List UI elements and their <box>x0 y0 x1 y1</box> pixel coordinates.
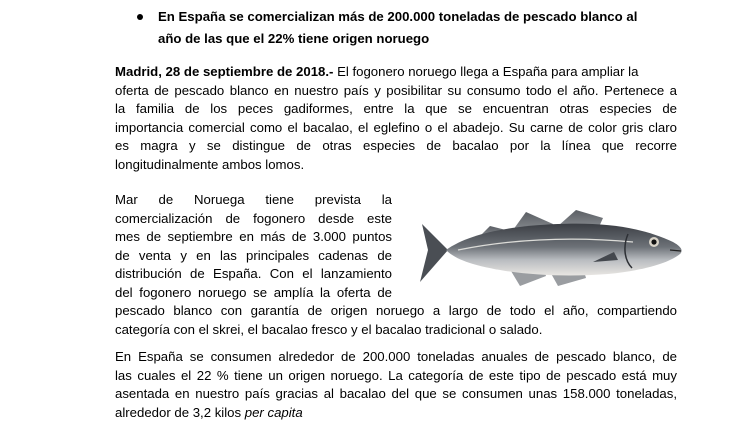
bullet-line-1: En España se comercializan más de 200.000 toneladas de pescado blanco al <box>158 9 638 24</box>
para2-line-2: comercialización de fogonero desde este <box>115 210 392 226</box>
para1-line-1: El fogonero noruego llega a España para ampliar la <box>333 64 639 79</box>
para2-line-4: de venta y en las principales cadenas de <box>115 247 392 263</box>
para2-line-8: categoría con el skrei, el bacalao fresco y el bacalao tradicional o salado. <box>115 321 543 337</box>
para2-line-1: Mar de Noruega tiene prevista la <box>115 192 392 207</box>
para3-line-3: asentada en nuestro país gracias al bacalao del que se consumen unas 158.000 toneladas, <box>115 386 677 401</box>
para3-line-1: En España se consumen alrededor de 200.000 toneladas anuales de pescado blanco, de <box>115 349 677 364</box>
paragraph-launch <box>115 191 392 302</box>
paragraph-intro <box>115 63 677 174</box>
para2-line-6: del fogonero noruego se amplía la oferta de <box>115 284 392 300</box>
para2-line-3: mes de septiembre en más de 3.000 puntos <box>115 229 392 244</box>
bullet-item <box>158 6 637 50</box>
bullet-line-2: año de las que el 22% tiene origen noruego <box>158 31 430 46</box>
para1-line-2: oferta de pescado blanco en nuestro país y posibilitar su consumo todo el año. Pertenece a <box>115 82 677 98</box>
per-capita-italic: per capita <box>244 404 303 420</box>
bullet-dot <box>137 14 143 20</box>
paragraph-launch-cont <box>115 302 677 339</box>
tail-fin <box>420 224 448 282</box>
paragraph-consumption <box>115 348 677 422</box>
dateline: Madrid, 28 de septiembre de 2018.- <box>115 64 334 79</box>
para1-line-6: longitudinalmente ambos lomos. <box>115 156 305 172</box>
para1-line-4: importancia comercial como el bacalao, el eglefino o el abadejo. Su carne de color gris claro <box>115 119 677 135</box>
para3-line-4: alrededor de 3,2 kilos <box>115 404 245 420</box>
para2-line-5: distribución de España. Con el lanzamiento <box>115 266 392 281</box>
fish-body <box>446 224 682 276</box>
para3-line-2: las cuales el 22 % tiene un origen noruego. La categoría de este tipo de pescado está muy <box>115 367 677 383</box>
para2-line-7: pescado blanco con garantía de origen noruego a largo de todo el año, compartiendo <box>115 303 677 318</box>
para1-line-3: la familia de los peces gadiformes, entre la que se encuentran otras especies de <box>115 101 677 116</box>
fish-image <box>418 204 686 296</box>
para1-line-5: es magra y se distingue de otras especies de bacalao por la línea que recorre <box>115 138 677 153</box>
